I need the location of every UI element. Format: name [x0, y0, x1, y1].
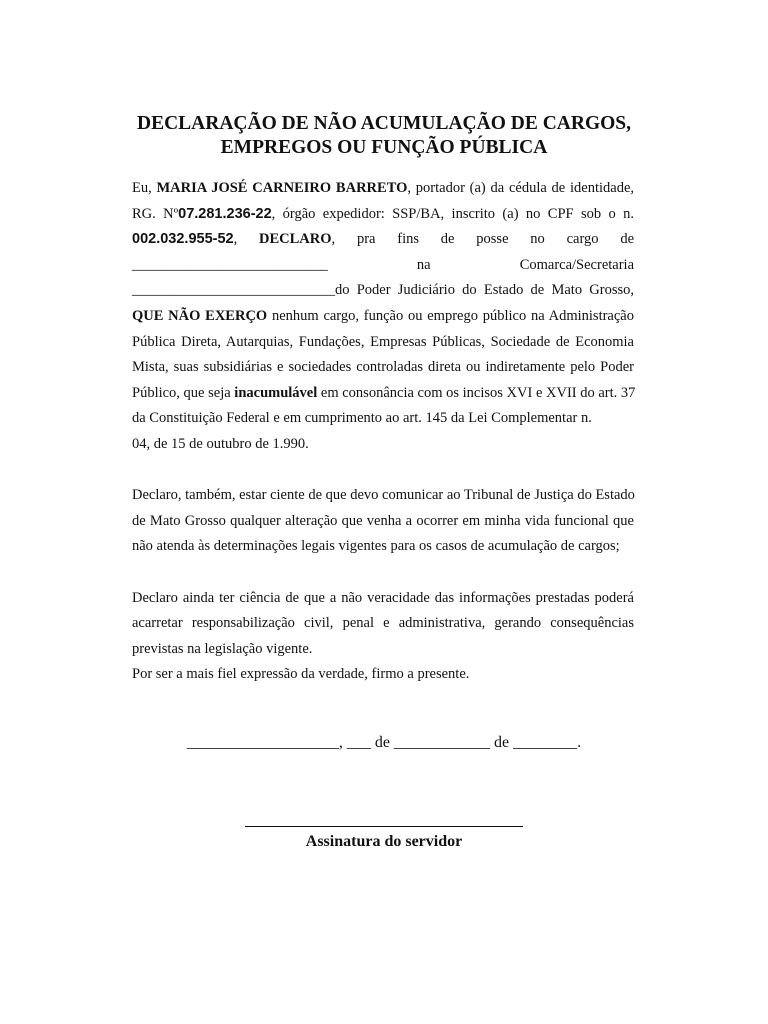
title-line-2: EMPREGOS OU FUNÇÃO PÚBLICA — [220, 137, 548, 158]
paragraph3-line-1: Declaro ainda ter ciência de que a não veracidade das informações prestadas poderá — [132, 589, 634, 606]
paragraph2-line-3: não atenda às determinações legais vigentes para os casos de acumulação de cargos; — [132, 538, 620, 555]
paragraph-spacer — [132, 560, 634, 586]
paragraph2-line-1: Declaro, também, estar ciente de que devo comunicar ao Tribunal de Justiça do Estado — [132, 487, 635, 504]
cargo-blank: ___________________________ — [132, 256, 328, 273]
paragraph1-line-2: Pública Direta, Autarquias, Fundações, Empresas Públicas, Sociedade de Economia — [132, 333, 634, 350]
comarca-blank: ____________________________ — [132, 282, 335, 299]
paragraph-spacer — [132, 458, 634, 484]
paragraph1-line-4: Público, que seja inacumulável em consonância com os incisos XVI e XVII do art. 37 — [132, 384, 636, 401]
declarant-line-5: ____________________________do Poder Judiciário do Estado de Mato Grosso, — [132, 282, 634, 299]
declaro-keyword: DECLARO — [259, 231, 332, 248]
declarant-line-3: 002.032.955-52, DECLARO, pra fins de posse no cargo de — [132, 231, 635, 248]
signature-label: Assinatura do servidor — [305, 833, 463, 850]
inacumulavel-keyword: inacumulável — [234, 384, 318, 401]
paragraph3-line-4: Por ser a mais fiel expressão da verdade, firmo a presente. — [132, 666, 470, 683]
cpf-number: 002.032.955-52 — [132, 231, 234, 248]
title-line-1: DECLARAÇÃO DE NÃO ACUMULAÇÃO DE CARGOS, — [136, 113, 632, 134]
date-line: ___________________, ___ de ____________ de ________. — [186, 734, 582, 751]
paragraph1-line-1: QUE NÃO EXERÇO nenhum cargo, função ou emprego público na Administração — [132, 307, 634, 324]
paragraph1-line-5: da Constituição Federal e em cumprimento ao art. 145 da Lei Complementar n. — [132, 410, 592, 427]
declarant-line-1: Eu, MARIA JOSÉ CARNEIRO BARRETO, portador (a) da cédula de identidade, — [132, 180, 635, 196]
declarant-name: MARIA JOSÉ CARNEIRO BARRETO — [156, 180, 408, 196]
declarant-line-4: ___________________________ na Comarca/Secretaria — [132, 256, 635, 273]
rg-number: 07.281.236-22 — [178, 205, 272, 222]
signature-line — [245, 826, 523, 827]
que-nao-exerco: QUE NÃO EXERÇO — [132, 307, 268, 324]
paragraph3-line-3: previstas na legislação vigente. — [132, 640, 313, 657]
paragraph2-line-2: de Mato Grosso qualquer alteração que venha a ocorrer em minha vida funcional que — [132, 512, 634, 529]
declarant-line-2: RG. Nº07.281.236-22, órgão expedidor: SSP/BA, inscrito (a) no CPF sob o n. — [132, 205, 634, 222]
paragraph3-line-2: acarretar responsabilização civil, penal e administrativa, gerando consequências — [132, 615, 634, 632]
document-title — [100, 112, 668, 160]
paragraph1-line-3: Mista, suas subsidiárias e sociedades controladas direta ou indiretamente pelo Poder — [132, 359, 634, 376]
document-body — [132, 176, 634, 688]
paragraph1-line-6: 04, de 15 de outubro de 1.990. — [132, 435, 309, 452]
